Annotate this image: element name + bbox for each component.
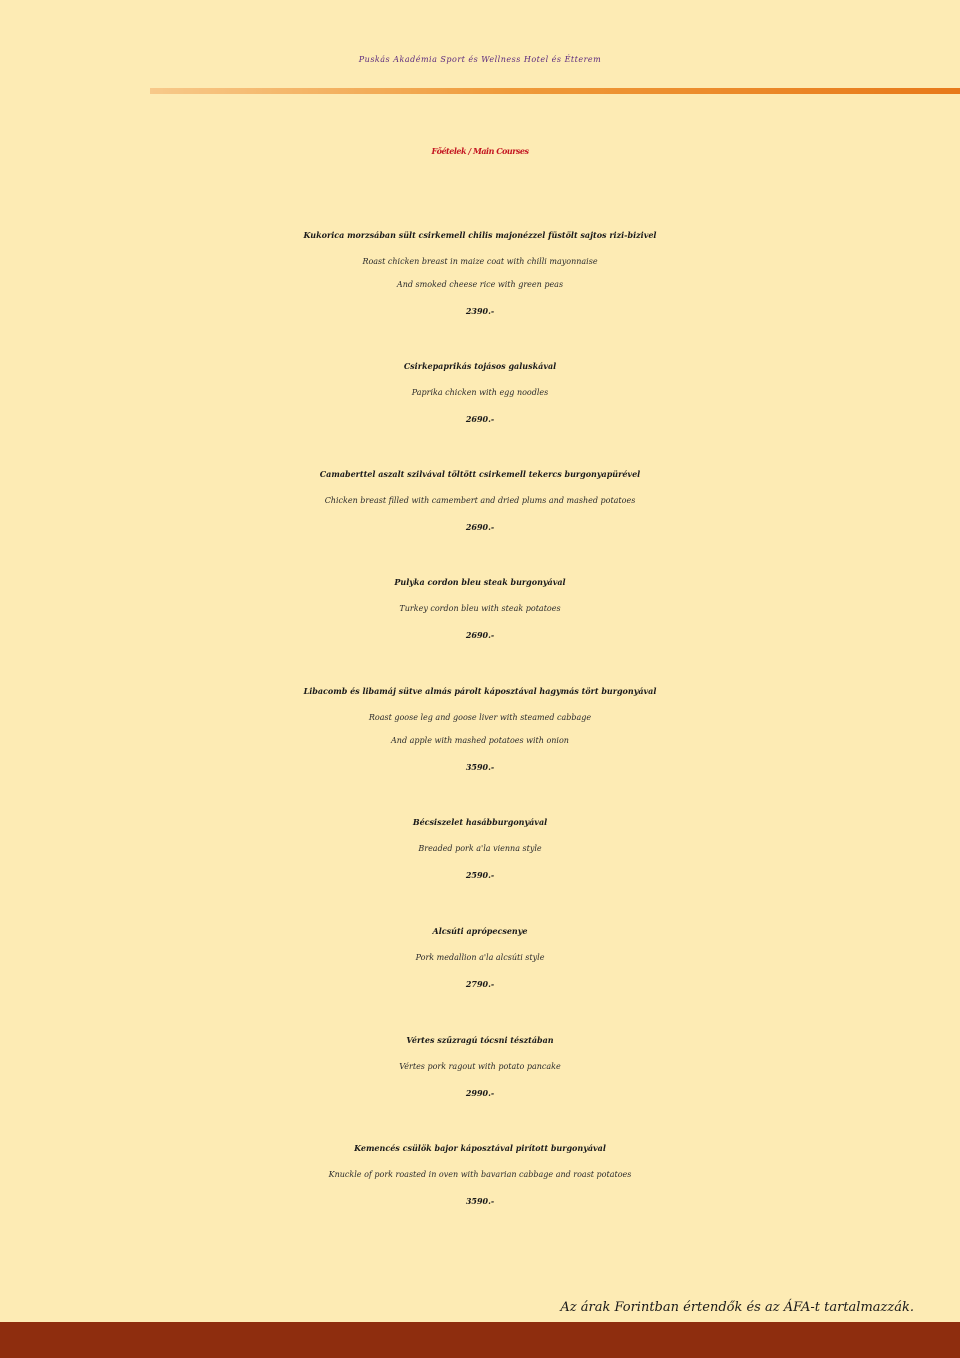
item-price: 2790.-: [465, 979, 495, 989]
item-description: Vértes pork ragout with potato pancake: [399, 1062, 561, 1071]
item-price: 2690.-: [465, 630, 495, 640]
price-note: Az árak Forintban értendők és az ÁFA-t tartalmazzák.: [560, 1300, 914, 1315]
menu-item: [0, 676, 960, 782]
item-name: Vértes szűzragú tócsni tésztában: [406, 1035, 554, 1045]
item-price: 2690.-: [465, 522, 495, 532]
item-name: Alcsúti aprópecsenye: [432, 926, 528, 936]
hotel-header-title: Puskás Akadémia Sport és Wellness Hotel és Étterem: [358, 55, 602, 64]
item-description: Chicken breast filled with camembert and dried plums and mashed potatoes: [324, 496, 636, 505]
menu-item: [0, 916, 960, 999]
menu-item: [0, 220, 960, 326]
menu-item: [0, 1025, 960, 1108]
item-price: 2390.-: [465, 306, 495, 316]
item-description: Breaded pork a'la vienna style: [418, 844, 542, 853]
section-title: Főételek / Main Courses: [431, 146, 529, 156]
item-name: Camaberttel aszalt szilvával töltött csirkemell tekercs burgonyapürével: [319, 469, 641, 479]
item-name: Bécsiszelet hasábburgonyával: [412, 817, 548, 827]
item-description: Roast goose leg and goose liver with steamed cabbage: [368, 713, 592, 722]
footer-bar: [0, 1322, 960, 1358]
item-description: Roast chicken breast in maize coat with chilli mayonnaise: [362, 257, 598, 266]
item-price: 2690.-: [465, 414, 495, 424]
item-description: Knuckle of pork roasted in oven with bavarian cabbage and roast potatoes: [328, 1170, 632, 1179]
item-price: 3590.-: [465, 762, 495, 772]
item-name: Pulyka cordon bleu steak burgonyával: [394, 577, 566, 587]
item-description: And apple with mashed potatoes with onion: [391, 736, 569, 745]
item-name: Kukorica morzsában sült csirkemell chilis majonézzel füstölt sajtos rizi-bizivel: [303, 230, 657, 240]
menu-item: [0, 807, 960, 890]
menu-item: [0, 567, 960, 650]
item-description: Paprika chicken with egg noodles: [411, 388, 549, 397]
item-price: 3590.-: [465, 1196, 495, 1206]
header-rule: [150, 88, 960, 94]
item-name: Csirkepaprikás tojásos galuskával: [403, 361, 557, 371]
item-description: And smoked cheese rice with green peas: [396, 280, 564, 289]
item-name: Libacomb és libamáj sütve almás párolt káposztával hagymás tört burgonyával: [303, 686, 657, 696]
menu-item: [0, 1133, 960, 1216]
item-price: 2990.-: [465, 1088, 495, 1098]
menu-item: [0, 459, 960, 542]
item-price: 2590.-: [465, 870, 495, 880]
item-description: Turkey cordon bleu with steak potatoes: [399, 604, 561, 613]
item-name: Kemencés csülök bajor káposztával pirított burgonyával: [354, 1143, 606, 1153]
menu-item: [0, 351, 960, 434]
item-description: Pork medallion a'la alcsúti style: [415, 953, 545, 962]
